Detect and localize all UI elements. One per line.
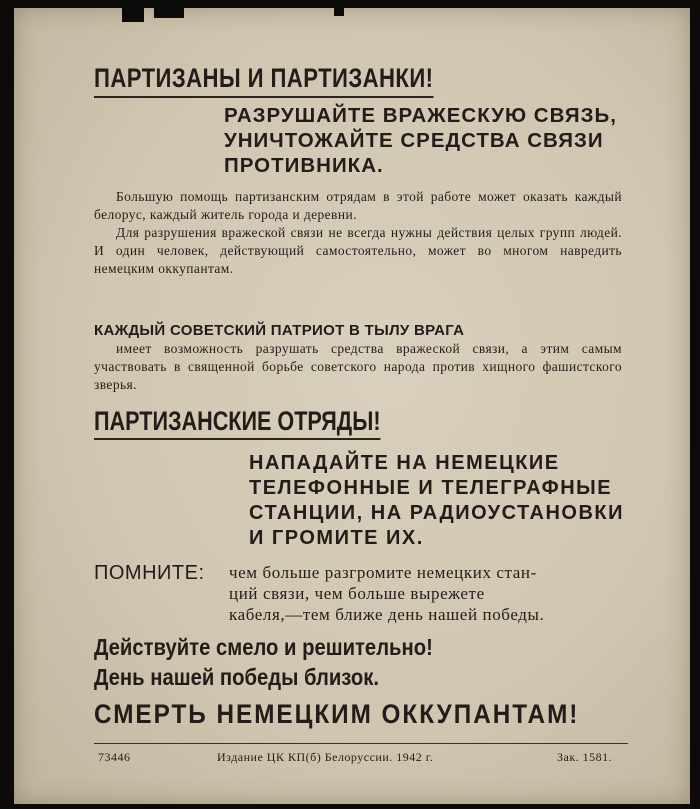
torn-edge bbox=[122, 8, 144, 22]
patriot-heading: КАЖДЫЙ СОВЕТСКИЙ ПАТРИОТ В ТЫЛУ ВРАГА bbox=[94, 322, 465, 339]
slogan: СМЕРТЬ НЕМЕЦКИМ ОККУПАНТАМ! bbox=[94, 699, 580, 729]
footer-order: Зак. 1581. bbox=[557, 750, 613, 764]
paragraph: Большую помощь партизанским отрядам в этой работе может оказать каждый белорус, каждый житель города и деревни. bbox=[94, 189, 622, 222]
call-to-action: Действуйте смело и решительно! День нашей победы близок. bbox=[94, 634, 433, 690]
footer-number: 73446 bbox=[98, 750, 131, 764]
paragraph: Для разрушения вражеской связи не всегда нужны действия целых групп людей. И один человек, действующий самостоятельно, может во многом навредить немецким оккупантам. bbox=[94, 225, 622, 276]
torn-edge bbox=[334, 8, 344, 16]
paragraph: имеет возможность разрушать средства вражеской связи, а этим самым участвовать в священной борьбе советского народа против хищного фашистского зверья. bbox=[94, 341, 622, 392]
body-paragraph-3 bbox=[94, 340, 622, 394]
subheading-destroy-communications: РАЗРУШАЙТЕ ВРАЖЕСКУЮ СВЯЗЬ, УНИЧТОЖАЙТЕ СРЕДСТВА СВЯЗИ ПРОТИВНИКА. bbox=[224, 104, 617, 177]
footer-rule bbox=[94, 743, 628, 744]
leaflet-page bbox=[14, 8, 690, 804]
footer-publisher: Издание ЦК КП(б) Белоруссии. 1942 г. bbox=[217, 750, 434, 764]
remember-text: чем больше разгромите немецких стан- ций связи, чем больше вырежете кабеля,—тем ближе день нашей победы. bbox=[229, 563, 545, 624]
heading-partisans: ПАРТИЗАНЫ И ПАРТИЗАНКИ! bbox=[94, 63, 433, 98]
body-paragraphs bbox=[94, 188, 622, 278]
remember-label: ПОМНИТЕ: bbox=[94, 562, 205, 584]
subheading-attack: НАПАДАЙТЕ НА НЕМЕЦКИЕ ТЕЛЕФОННЫЕ И ТЕЛЕГРАФНЫЕ СТАНЦИИ, НА РАДИОУСТАНОВКИ И ГРОМИТЕ ИХ. bbox=[249, 452, 624, 549]
torn-edge bbox=[154, 8, 184, 18]
heading-partisan-units: ПАРТИЗАНСКИЕ ОТРЯДЫ! bbox=[94, 406, 381, 440]
